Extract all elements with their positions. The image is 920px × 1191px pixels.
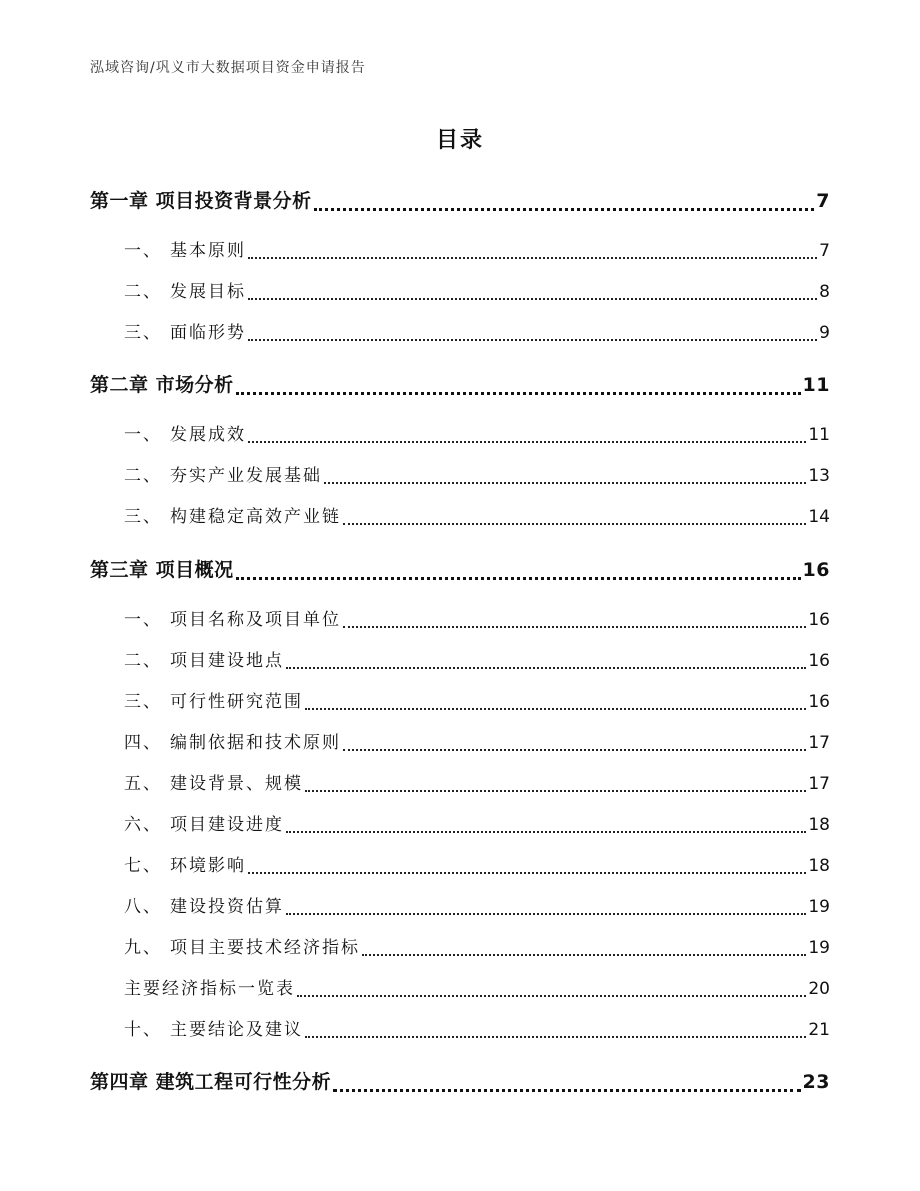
toc-section-title: 发展目标 [170,282,246,302]
toc-entry-label: 主要经济指标一览表 [124,979,295,999]
toc-section-number: 三、 [124,692,162,712]
toc-table-3-1[interactable] [90,976,830,1002]
toc-chapter-1[interactable] [90,186,830,216]
toc-section-title: 夯实产业发展基础 [170,466,322,486]
toc-entry-label [90,894,284,920]
toc-entry-label [90,238,246,264]
toc-section-3-4[interactable] [90,730,830,756]
toc-section-3-9[interactable] [90,935,830,961]
toc-section-number: 十、 [124,1020,162,1040]
dot-leader [362,954,806,956]
toc-section-2-1[interactable] [90,422,830,448]
toc-section-number: 五、 [124,774,162,794]
toc-entry-label [90,320,246,346]
toc-section-3-6[interactable] [90,812,830,838]
toc-entry-label [90,279,246,305]
toc-entry-label [90,812,284,838]
dot-leader [324,482,806,484]
dot-leader [248,872,806,874]
dot-leader [248,441,806,443]
toc-page-number: 18 [808,856,830,876]
dot-leader [286,831,806,833]
toc-entry-label: 第四章 建筑工程可行性分析 [90,1071,332,1093]
dot-leader [286,913,806,915]
toc-page-number: 16 [802,559,830,581]
toc-section-number: 一、 [124,610,162,630]
toc-entry-label [90,1017,303,1043]
toc-entry-label [90,771,303,797]
toc-section-3-5[interactable] [90,771,830,797]
toc-section-1-2[interactable] [90,279,830,305]
toc-section-title: 基本原则 [170,241,246,261]
dot-leader [314,208,815,211]
dot-leader [297,995,806,997]
toc-section-number: 八、 [124,897,162,917]
toc-section-number: 一、 [124,241,162,261]
dot-leader [305,1036,806,1038]
toc-page-number: 16 [808,610,830,630]
toc-section-3-7[interactable] [90,853,830,879]
toc-section-3-2[interactable] [90,648,830,674]
toc-entry-label [90,422,246,448]
toc-section-number: 六、 [124,815,162,835]
toc-page-number: 7 [819,241,830,261]
toc-section-title: 编制依据和技术原则 [170,733,341,753]
toc-entry-label [90,853,246,879]
toc-section-number: 七、 [124,856,162,876]
toc-section-1-3[interactable] [90,320,830,346]
toc-section-title: 构建稳定高效产业链 [170,507,341,527]
dot-leader [343,523,806,525]
toc-entry-label [90,730,341,756]
toc-section-3-3[interactable] [90,689,830,715]
toc-page-number: 7 [816,190,830,212]
toc-entry-label [90,935,360,961]
toc-section-title: 主要结论及建议 [170,1020,303,1040]
toc-page-number: 11 [808,425,830,445]
dot-leader [333,1089,800,1092]
toc-section-number: 二、 [124,466,162,486]
toc-section-title: 项目建设地点 [170,651,284,671]
toc-page-number: 16 [808,692,830,712]
dot-leader [343,626,806,628]
dot-leader [248,257,817,259]
toc-entry-label [90,463,322,489]
toc-entry-label: 第一章 项目投资背景分析 [90,190,312,212]
dot-leader [236,577,801,580]
toc-section-number: 三、 [124,323,162,343]
toc-section-3-10[interactable] [90,1017,830,1043]
toc-page-number: 20 [808,979,830,999]
toc-section-3-8[interactable] [90,894,830,920]
toc-section-title: 面临形势 [170,323,246,343]
toc-page-number: 11 [802,374,830,396]
toc-chapter-4[interactable] [90,1067,830,1097]
toc-entry-label: 第三章 项目概况 [90,559,234,581]
dot-leader [286,667,806,669]
toc-section-title: 发展成效 [170,425,246,445]
toc-section-2-2[interactable] [90,463,830,489]
toc-section-number: 一、 [124,425,162,445]
toc-section-number: 四、 [124,733,162,753]
toc-entry-label [90,607,341,633]
running-header: 泓域咨询/巩义市大数据项目资金申请报告 [90,60,366,76]
toc-page-number: 19 [808,938,830,958]
toc-page-number: 9 [819,323,830,343]
toc-entry-label [90,504,341,530]
toc-section-number: 二、 [124,651,162,671]
toc-section-number: 三、 [124,507,162,527]
toc-page-number: 17 [808,733,830,753]
toc-section-title: 可行性研究范围 [170,692,303,712]
toc-chapter-3[interactable] [90,555,830,585]
toc-section-title: 建设投资估算 [170,897,284,917]
toc-page-number: 19 [808,897,830,917]
toc-entry-label: 第二章 市场分析 [90,374,234,396]
toc-section-title: 项目名称及项目单位 [170,610,341,630]
toc-page-number: 13 [808,466,830,486]
toc-section-title: 项目建设进度 [170,815,284,835]
dot-leader [343,749,806,751]
toc-section-3-1[interactable] [90,607,830,633]
toc-entry-label [90,689,303,715]
toc-page-number: 18 [808,815,830,835]
toc-title: 目录 [435,128,484,153]
toc-section-number: 二、 [124,282,162,302]
toc-page-number: 8 [819,282,830,302]
toc-section-title: 项目主要技术经济指标 [170,938,360,958]
dot-leader [248,298,817,300]
dot-leader [305,708,806,710]
toc-chapter-2[interactable] [90,370,830,400]
dot-leader [236,392,801,395]
toc-entry-label [90,648,284,674]
toc-page-number: 14 [808,507,830,527]
toc-page-number: 17 [808,774,830,794]
dot-leader [248,339,817,341]
toc-page-number: 23 [802,1071,830,1093]
toc-section-title: 建设背景、规模 [170,774,303,794]
toc-section-title: 环境影响 [170,856,246,876]
toc-section-1-1[interactable] [90,238,830,264]
dot-leader [305,790,806,792]
toc-section-2-3[interactable] [90,504,830,530]
toc-page-number: 16 [808,651,830,671]
toc-page-number: 21 [808,1020,830,1040]
toc-section-number: 九、 [124,938,162,958]
